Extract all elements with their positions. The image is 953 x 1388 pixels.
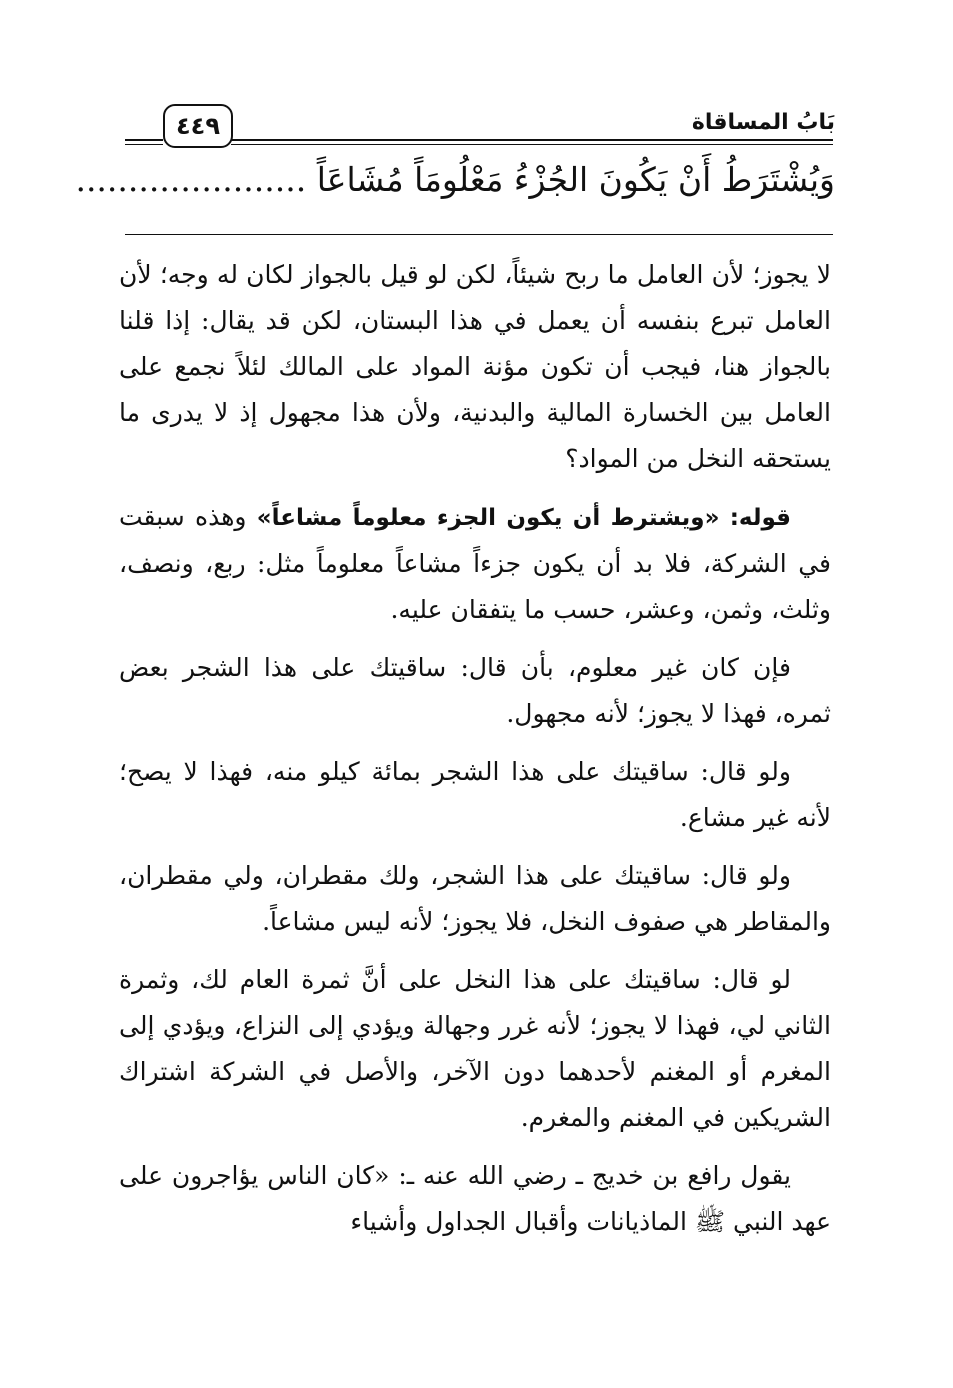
paragraph-2 — [119, 494, 831, 633]
paragraph-2-text: وهذه سبقت في الشركة، فلا بد أن يكون جزءاً مشاعاً معلوماً مثل: ربع، ونصف، وثلث، وثمن، وعشر، حسب ما يتفقان عليه. — [119, 502, 831, 624]
paragraph-4: ولو قال: ساقيتك على هذا الشجر بمائة كيلو منه، فهذا لا يصح؛ لأنه غير مشاع. — [119, 757, 831, 832]
matn-dots: ...................... — [75, 160, 307, 199]
paragraph-5: ولو قال: ساقيتك على هذا الشجر، ولك مقطران، ولي مقطران، والمقاطر هي صفوف النخل، فلا يجوز؛ لأنه ليس مشاعاً. — [119, 861, 831, 936]
matn-quote: «ويشترط أن يكون الجزء معلوماً مشاعاً» — [256, 505, 720, 531]
paragraph-1: لا يجوز؛ لأن العامل ما ربح شيئاً، لكن لو قيل بالجواز لكان له وجه؛ لأن العامل تبرع بنفسه أن يعمل في هذا البستان، لكن قد يقال: إذا قلنا بالجواز هنا، فيجب أن تكون مؤنة المواد على المالك لئلاً نجمع على العامل بين الخسارة المالية والبدنية، ولأن هذا مجهول إذ لا يدرى ما يستحقه النخل من المواد؟ — [119, 260, 831, 473]
paragraph-3: فإن كان غير معلوم، بأن قال: ساقيتك على هذا الشجر بعض ثمره، فهذا لا يجوز؛ لأنه مجهول. — [119, 653, 831, 728]
matn-line — [75, 160, 835, 216]
header-rule-bottom — [231, 144, 833, 145]
matn-text: وَيُشْتَرَطُ أَنْ يَكُونَ الجُزْءُ مَعْلُومَاً مُشَاعَاً — [316, 160, 835, 199]
header-rule-left-top — [125, 139, 163, 141]
matn-separator — [125, 234, 833, 235]
page-number: ٤٤٩ — [176, 112, 220, 140]
page-number-box — [163, 104, 233, 148]
paragraph-7: يقول رافع بن خديج ـ رضي الله عنه ـ: «كان الناس يؤاجرون على عهد النبي ﷺ الماذيانات وأقبال الجداول وأشياء — [119, 1161, 831, 1236]
paragraph-6: لو قال: ساقيتك على هذا النخل على أنَّ ثمرة العام لك، وثمرة الثاني لي، فهذا لا يجوز؛ لأنه غرر وجهالة ويؤدي إلى النزاع، ويؤدي إلى المغرم أو المغنم لأحدهما دون الآخر، والأصل في الشركة اشتراك الشريكين في المغنم والمغرم. — [119, 965, 831, 1132]
commentary — [119, 252, 831, 1257]
chapter-title: بَابُ المساقاة — [691, 110, 835, 135]
header-rule-top — [231, 139, 833, 141]
qawluhu-label: قوله: — [729, 505, 791, 531]
header-rule-left-bottom — [125, 144, 163, 145]
